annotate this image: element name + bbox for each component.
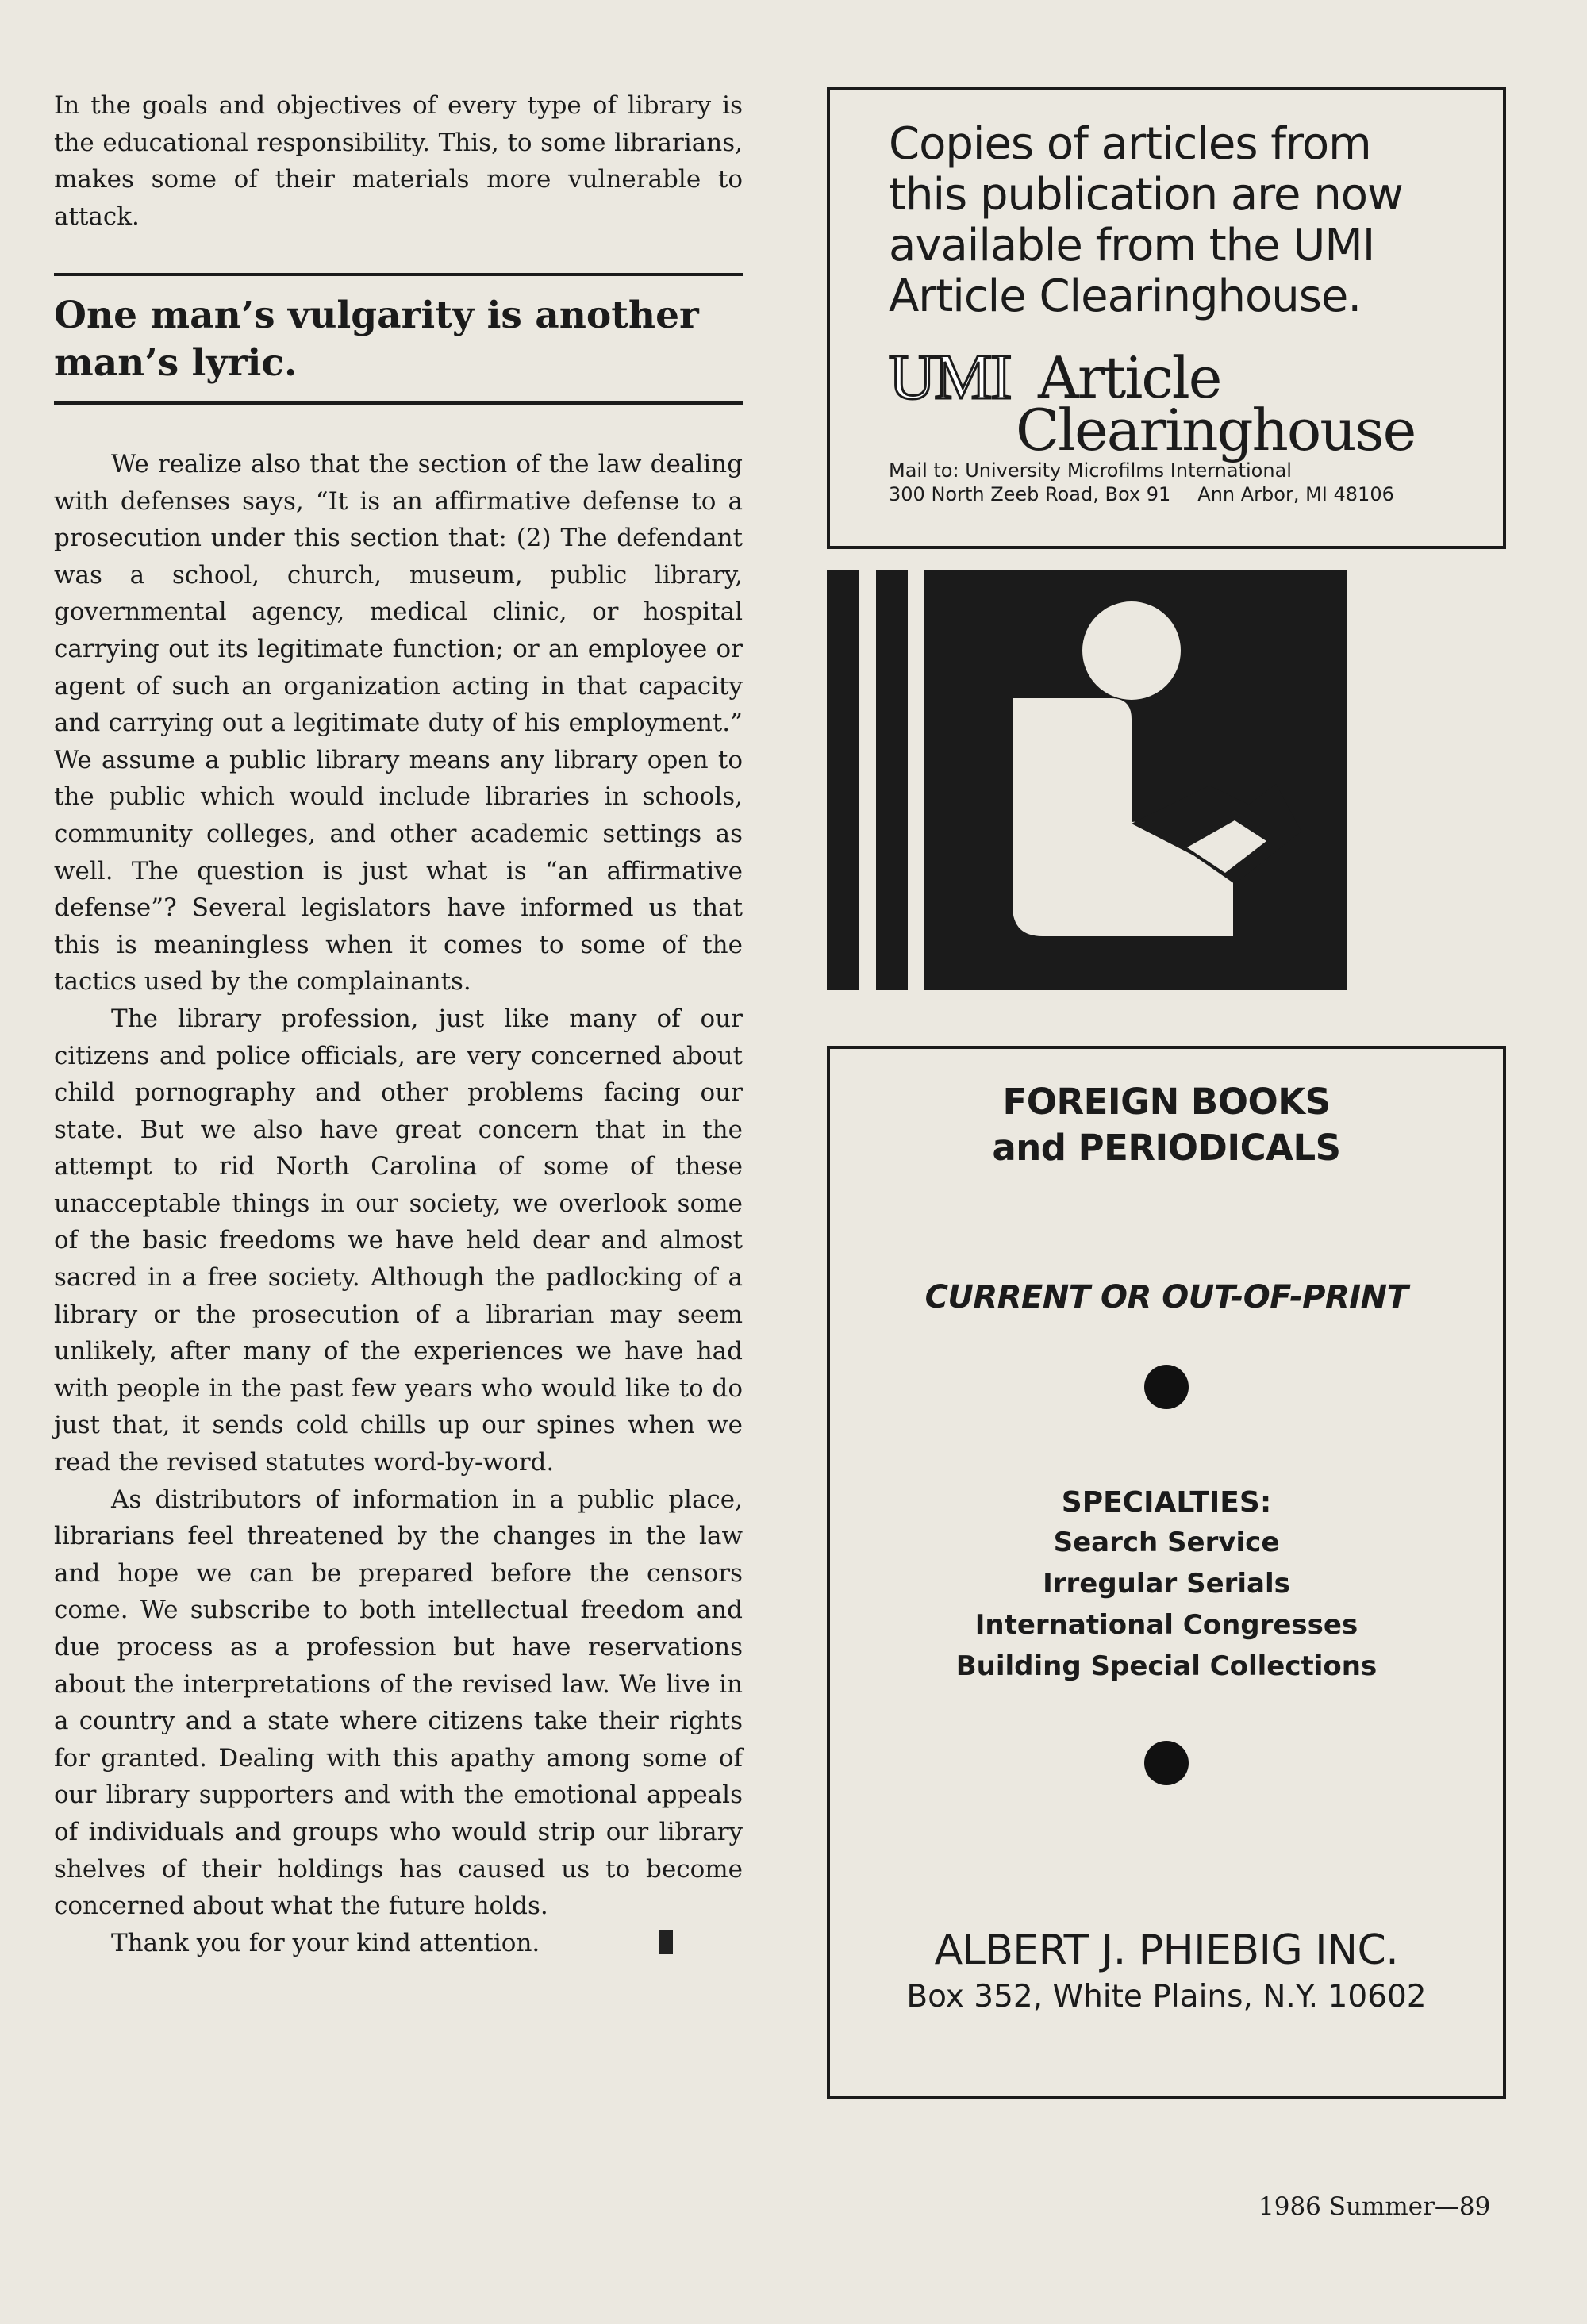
specialties-list: [830, 1522, 1503, 1687]
intro-paragraph: In the goals and objectives of every type of library is the educational responsibility. This, to some librarians, makes some of their materials more vulnerable to attack.: [54, 91, 743, 231]
body-paragraph: The library profession, just like many of our citizens and police officials, are very concerned about child pornography and other problems facing our state. But we also have great concern that in the attempt to rid North Carolina of some of these unacceptable things in our society, we overlook some of the basic freedoms we have held dear and almost sacred in a free society. Although the padlocking of a library or the prosecution of a librarian may seem unlikely, after many of the experiences we have had with people in the past few years who would like to do just that, it sends cold chills up our spines when we read the revised statutes word-by-word.: [54, 1004, 743, 1477]
logo-bar-right: [876, 570, 908, 990]
bullet-dot-icon: [1144, 1741, 1189, 1785]
logo-bar-left: [827, 570, 859, 990]
company-address: Box 352, White Plains, N.Y. 10602: [906, 1979, 1427, 2015]
article-body: [54, 446, 743, 1961]
specialty-item: Irregular Serials: [1043, 1568, 1290, 1600]
umi-logo-mark: UMI: [889, 340, 1011, 413]
umi-logo-word-clearinghouse: Clearinghouse: [1016, 397, 1416, 463]
phiebig-advertisement: [827, 1046, 1506, 2099]
phiebig-title: [830, 1079, 1503, 1171]
company-name: ALBERT J. PHIEBIG INC.: [934, 1926, 1399, 1974]
umi-advertisement: [827, 87, 1506, 549]
specialty-item: Search Service: [1053, 1527, 1280, 1558]
phiebig-title-line: and PERIODICALS: [992, 1127, 1341, 1169]
specialty-item: International Congresses: [974, 1609, 1358, 1641]
phiebig-title-line: FOREIGN BOOKS: [1002, 1081, 1331, 1123]
specialties-heading: SPECIALTIES:: [1061, 1486, 1272, 1519]
pull-quote-rule-bottom: [54, 401, 743, 405]
pull-quote-rule-top: [54, 273, 743, 276]
bullet-dot-icon: [1144, 1365, 1189, 1409]
umi-city: Ann Arbor, MI 48106: [1197, 483, 1394, 505]
body-paragraph: We realize also that the section of the law dealing with defenses says, “It is an affirmative defense to a prosecution under this section that: (2) The defendant was a school, church, museum, public library, governmental agency, medical clinic, or hospital carrying out its legitimate function; or an employee or agent of such an organization acting in that capacity and carrying out a legitimate duty of his employment.” We assume a public library means any library open to the public which would include libraries in schools, community colleges, and other academic settings as well. The question is just what is “an affirmative defense”? Several legislators have informed us that this is meaningless when it comes to some of the tactics used by the complainants.: [54, 450, 743, 997]
pull-quote: One man’s vulgarity is another man’s lyric.: [54, 294, 699, 385]
phiebig-subtitle: CURRENT OR OUT-OF-PRINT: [924, 1279, 1408, 1316]
library-logo-graphic: [827, 570, 1506, 990]
umi-logo-word-article: Article: [1038, 344, 1221, 411]
umi-mail-line: Mail to: University Microfilms International: [889, 459, 1292, 482]
article-column: [54, 87, 743, 1961]
umi-headline: Copies of articles from this publication are now available from the UMI Article Clearinghouse.: [889, 118, 1403, 322]
reader-figure-icon: [924, 570, 1347, 990]
closing-text: Thank you for your kind attention.: [111, 1928, 540, 1957]
closing-paragraph: [54, 1925, 743, 1962]
umi-mailing-address: [889, 459, 1454, 506]
end-of-article-mark-icon: [659, 1930, 673, 1954]
specialty-item: Building Special Collections: [955, 1650, 1378, 1682]
page-folio: 1986 Summer—89: [1258, 2192, 1491, 2221]
body-paragraph: As distributors of information in a public place, librarians feel threatened by the changes in the law and hope we can be prepared before the censors come. We subscribe to both intellectual freedom and due process as a profession but have reservations about the interpretations of the revised law. We live in a country and a state where citizens take their rights for granted. Dealing with this apathy among some of our library supporters and with the emotional appeals of individuals and groups who would strip our library shelves of their holdings has caused us to become concerned about what the future holds.: [54, 1485, 743, 1921]
umi-street-address: 300 North Zeeb Road, Box 91: [889, 483, 1171, 505]
umi-article-clearinghouse-logo: [889, 340, 1454, 463]
